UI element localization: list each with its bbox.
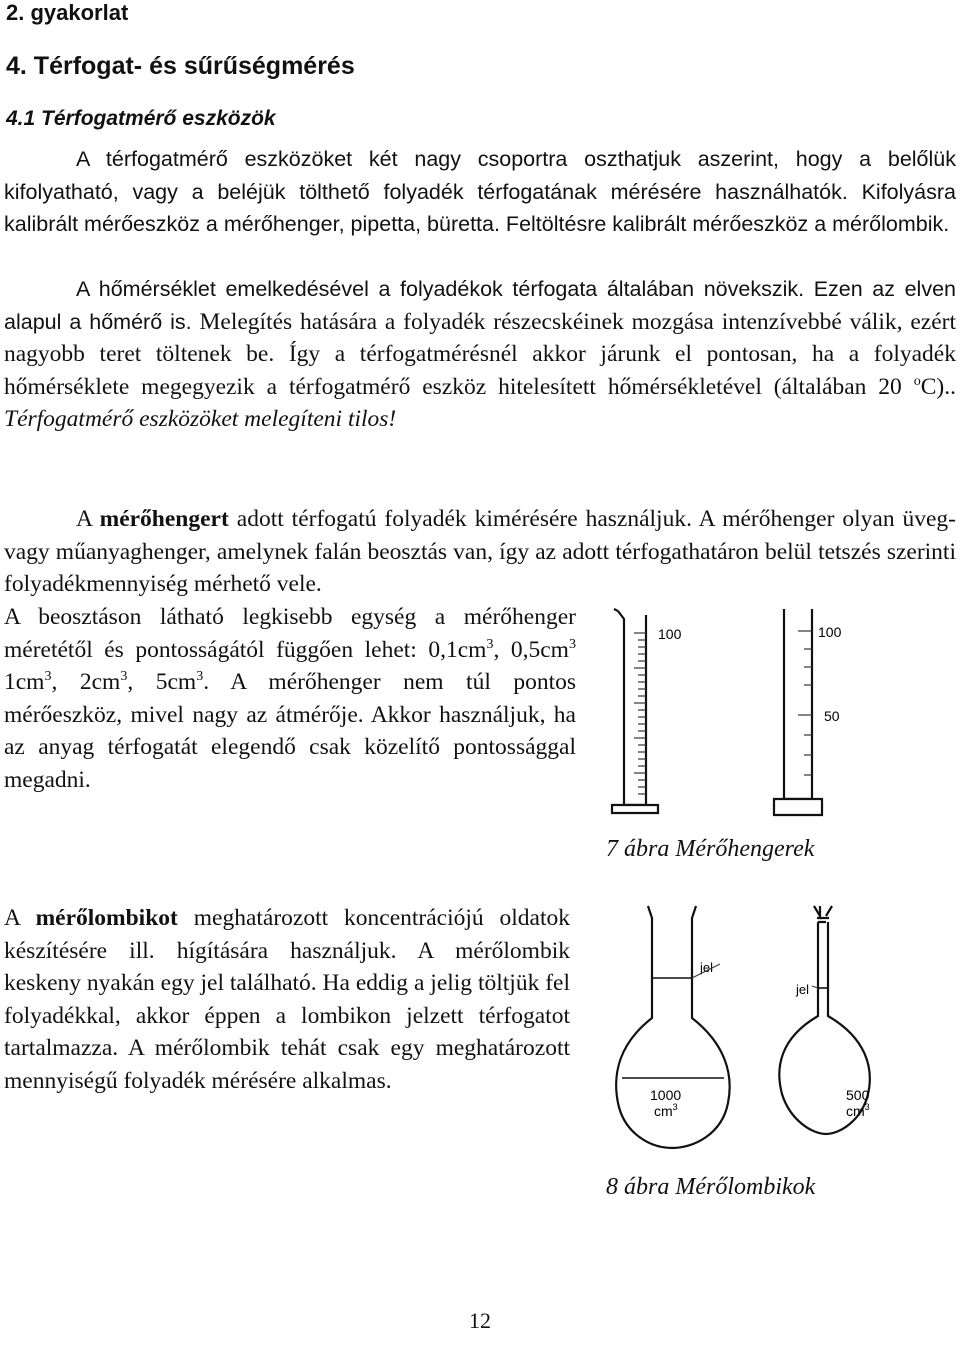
para5-text-b: meghatározott koncentrációjú oldatok készítésére ill. hígítására használjuk. A mérőlombik keskeny nyakán egy jel található. Ha eddig a jelig töltjük fel folyadékkal, akkor éppen a lombikon jelzett térfogatot tartalmazza. A mérőlombik tehát csak egy meghatározott mennyiségű folyadék mérésére alkalmas. (4, 905, 571, 1094)
para4-text-5: , 5cm (127, 669, 197, 695)
section-heading: 4.1 Térfogatmérő eszközök (6, 107, 276, 130)
para4-text-6: . A mérőhenger nem túl pontos mérőeszköz, mivel nagy az átmérője. Akkor használjuk, ha az anyag térfogatát elegendő csak közelítő pontossággal megadni. (4, 669, 576, 793)
exp-3: 3 (44, 668, 52, 685)
exp-2: 3 (568, 635, 576, 652)
para5-text-a: A (4, 905, 20, 931)
paragraph-2 (4, 273, 956, 436)
cylinder-left-label: 100 (658, 626, 682, 642)
flask-1000-unit: $cm^3$ (654, 1102, 678, 1119)
paragraph-1 (4, 143, 956, 241)
para2-text-a: Melegítés hatására a folyadék részecskéinek mozgása intenzívebbé válik, ezért nagyobb teret töltenek be. Így a térfogatmérésnél akkor járunk el pontosan, ha a folyadék hőmérséklete megegyezik a térfogatmérő eszköz hitelesített hőmérsékletével (általában 20 (4, 308, 956, 400)
page-title: 4. Térfogat- és sűrűségmérés (6, 52, 355, 80)
exp-4: 3 (120, 668, 128, 685)
figure-7-caption: 7 ábra Mérőhengerek (606, 836, 815, 862)
para2-warning: Térfogatmérő eszközöket melegíteni tilos! (4, 406, 397, 432)
exp-1: 3 (486, 635, 494, 652)
paragraph-3 (4, 503, 956, 601)
degree-sign: o (913, 372, 921, 389)
page-number: 12 (469, 1308, 491, 1333)
cylinder-right-label-100: 100 (818, 624, 842, 640)
flask-1000-mark-label: jel (700, 960, 714, 975)
para1-sentence-2: Kifolyásra kalibrált mérőeszköz a mérőhenger, pipetta, büretta. Feltöltésre kalibrált mérőeszköz a mérőlombik. (4, 179, 956, 236)
paragraph-5 (4, 902, 570, 1097)
para4-text-2: , 0,5cm (493, 636, 569, 663)
para4-text-4: , 2cm (51, 669, 121, 695)
para2-text-b: C).. (920, 373, 956, 400)
exp-5: 3 (196, 668, 204, 685)
cylinder-right-label-50: 50 (824, 708, 840, 724)
para1-sentence-1: A térfogatmérő eszközöket két nagy csoportra oszthatjuk aszerint, hogy a belőlük kifolyatható, vagy a beléjük tölthető folyadék térfogatának mérésére használhatók. (4, 147, 956, 204)
flask-500-unit: $cm^3$ (846, 1102, 870, 1119)
para3-text-b: adott térfogatú folyadék kimérésére használjuk. A mérőhenger olyan üveg- vagy műanyaghenger, amelynek falán beosztás van, így az adott térfogathatáron belül tetszés szerinti folyadékmennyiség mérhető vele. (4, 506, 957, 597)
flask-500-volume: 500 (846, 1087, 870, 1103)
term-meroheger: mérőhengert (99, 506, 229, 532)
para2-sans-text: A hőmérséklet emelkedésével a folyadékok térfogata általában növekszik. Ezen az elven alapul a hőmérő is. (4, 277, 956, 334)
graduated-cylinders-figure (600, 605, 880, 845)
term-merolombik: mérőlombikot (35, 905, 178, 931)
flask-500-mark-label: jel (796, 982, 810, 997)
paragraph-4 (4, 601, 576, 796)
para4-text-1: A beosztáson látható legkisebb egység a mérőhenger méretétől és pontosságától függően lehet: 0,1cm (4, 604, 576, 663)
para3-text-a: A (76, 506, 92, 532)
figure-8-caption: 8 ábra Mérőlombikok (606, 1174, 816, 1200)
volumetric-flasks-figure (600, 898, 900, 1158)
cylinder-100-right (774, 609, 822, 815)
chapter-label: 2. gyakorlat (6, 0, 129, 25)
para4-text-3: 1cm (4, 669, 45, 695)
flask-1000-volume: 1000 (650, 1087, 682, 1103)
cylinder-100-left (612, 609, 658, 813)
